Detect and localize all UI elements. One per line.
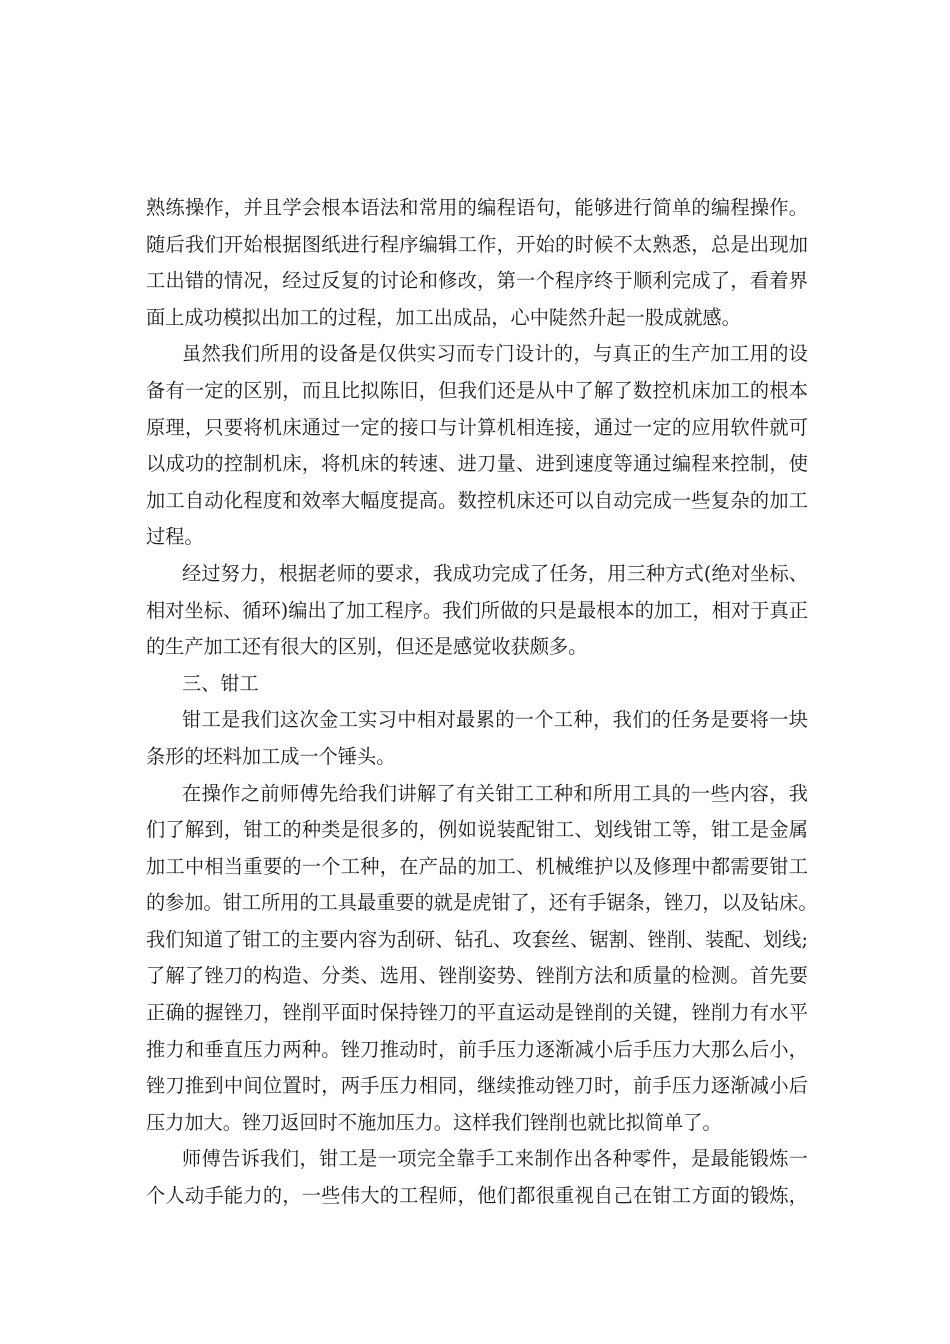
paragraph xyxy=(146,702,808,775)
text-line: 虽然我们所用的设备是仅供实习而专门设计的，与真正的生产加工用的设 xyxy=(182,342,808,366)
text-line: 随后我们开始根据图纸进行程序编辑工作，开始的时候不太熟悉，总是出现加 xyxy=(146,232,808,256)
text-line: 加工自动化程度和效率大幅度提高。数控机床还可以自动完成一些复杂的加工 xyxy=(146,488,808,512)
section-heading xyxy=(146,666,808,703)
text-line: 备有一定的区别，而且比拟陈旧，但我们还是从中了解了数控机床加工的根本 xyxy=(146,378,808,402)
text-line: 的参加。钳工所用的工具最重要的就是虎钳了，还有手锯条，锉刀，以及钻床。 xyxy=(146,891,818,915)
text-line: 三、钳工 xyxy=(182,671,259,695)
text-line: 钳工是我们这次金工实习中相对最累的一个工种，我们的任务是要将一块 xyxy=(182,708,808,732)
text-line: 相对坐标、循环)编出了加工程序。我们所做的只是最根本的加工，相对于真正 xyxy=(146,598,808,622)
paragraph xyxy=(146,776,818,1142)
paragraph xyxy=(146,1141,808,1214)
text-line: 条形的坯料加工成一个锤头。 xyxy=(146,744,396,768)
text-line: 个人动手能力的，一些伟大的工程师，他们都很重视自己在钳工方面的锻炼， xyxy=(146,1184,808,1208)
text-line: 我们知道了钳工的主要内容为刮研、钻孔、攻套丝、锯割、锉削、装配、划线; xyxy=(146,927,808,951)
text-line: 经过努力，根据老师的要求，我成功完成了任务，用三种方式(绝对坐标、 xyxy=(182,561,808,585)
text-line: 熟练操作，并且学会根本语法和常用的编程语句，能够进行简单的编程操作。 xyxy=(146,196,808,219)
paragraph xyxy=(146,190,808,336)
paragraph xyxy=(146,556,808,666)
text-line: 工出错的情况，经过反复的讨论和修改，第一个程序终于顺利完成了，看着界 xyxy=(146,269,808,293)
paragraph xyxy=(146,336,808,556)
text-line: 在操作之前师傅先给我们讲解了有关钳工工种和所用工具的一些内容，我 xyxy=(182,781,808,805)
text-line: 师傅告诉我们，钳工是一项完全靠手工来制作出各种零件，是最能锻炼一 xyxy=(182,1147,808,1171)
text-line: 加工中相当重要的一个工种，在产品的加工、机械维护以及修理中都需要钳工 xyxy=(146,854,808,878)
text-line: 过程。 xyxy=(146,525,204,549)
text-line: 以成功的控制机床，将机床的转速、进刀量、进到速度等通过编程来控制，使 xyxy=(146,452,808,476)
text-line: 推力和垂直压力两种。锉刀推动时，前手压力逐渐减小后手压力大那么后小， xyxy=(146,1037,808,1061)
text-line: 压力加大。锉刀返回时不施加压力。这样我们锉削也就比拟简单了。 xyxy=(146,1110,722,1134)
text-line: 面上成功模拟出加工的过程，加工出成品，心中陡然升起一股成就感。 xyxy=(146,305,741,329)
text-line: 原理，只要将机床通过一定的接口与计算机相连接，通过一定的应用软件就可 xyxy=(146,415,808,439)
text-line: 们了解到，钳工的种类是很多的，例如说装配钳工、划线钳工等，钳工是金属 xyxy=(146,818,808,842)
text-line: 锉刀推到中间位置时，两手压力相同，继续推动锉刀时，前手压力逐渐减小后 xyxy=(146,1074,808,1098)
document-body xyxy=(146,190,818,1215)
text-line: 正确的握锉刀，锉削平面时保持锉刀的平直运动是锉削的关键，锉削力有水平 xyxy=(146,1001,808,1025)
text-line: 了解了锉刀的构造、分类、选用、锉削姿势、锉削方法和质量的检测。首先要 xyxy=(146,964,808,988)
text-line: 的生产加工还有很大的区别，但还是感觉收获颇多。 xyxy=(146,635,588,659)
